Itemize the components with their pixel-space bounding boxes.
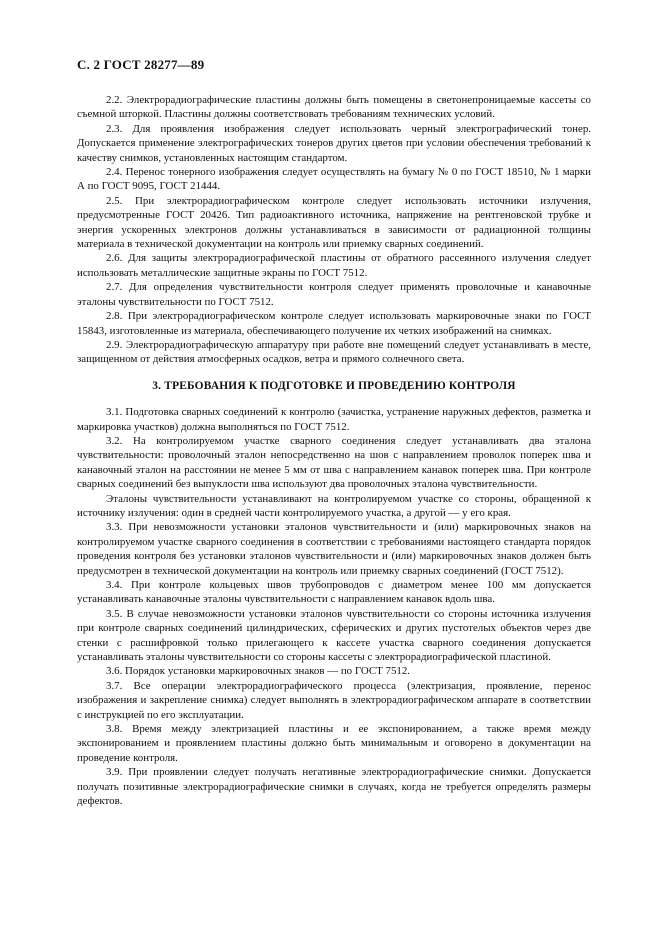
- paragraph-3-9: 3.9. При проявлении следует получать негативные электрорадиографические снимки. Допускается получать позитивные электрорадиографические снимки в случаях, когда не требуется определять размеры дефектов.: [77, 766, 591, 808]
- document-body: [77, 93, 591, 809]
- paragraph-2-7: 2.7. Для определения чувствительности контроля следует применять проволочные и канавочные эталоны чувствительности по ГОСТ 7512.: [77, 281, 591, 308]
- page-header: С. 2 ГОСТ 28277—89: [77, 57, 205, 72]
- paragraph-3-5: 3.5. В случае невозможности установки эталонов чувствительности со стороны источника излучения при контроле сварных соединений цилиндрических, сферических и других пустотелых объектов через две стенки с расшифровкой только прилегающего к кассете участка сварного соединения допускается устанавливать эталоны чувствительности со стороны кассеты с электрорадиографической пластиной.: [77, 607, 591, 664]
- paragraph-2-5: 2.5. При электрорадиографическом контроле следует использовать источники излучения, предусмотренные ГОСТ 20426. Тип радиоактивного источника, напряжение на рентгеновской трубке и энергия ускоренных электронов должны устанавливаться в зависимости от радиационной толщины материала в технической документации на контроль или приемку сварных соединений.: [77, 194, 591, 251]
- paragraph-3-2: 3.2. На контролируемом участке сварного соединения следует устанавливать два эталона чувствительности: проволочный эталон непосредственно на шов с направлением проволок поперек шва и канавочный эталон на расстоянии не менее 5 мм от шва с направлением канавок поперек шва. При контроле сварных соединений без выпуклости шва используют два проволочных эталона чувствительности.: [77, 434, 591, 491]
- paragraph-3-2-cont: Эталоны чувствительности устанавливают на контролируемом участке со стороны, обращенной к источнику излучения: один в средней части контролируемого участка, а другой — у его края.: [77, 492, 591, 519]
- paragraph-2-6: 2.6. Для защиты электрорадиографической пластины от обратного рассеянного излучения следует использовать металлические защитные экраны по ГОСТ 7512.: [77, 252, 591, 279]
- paragraph-2-9: 2.9. Электрорадиографическую аппаратуру при работе вне помещений следует устанавливать в месте, защищенном от действия атмосферных осадков, ветра и прямого солнечного света.: [77, 338, 591, 366]
- paragraph-3-1: 3.1. Подготовка сварных соединений к контролю (зачистка, устранение наружных дефектов, разметка и маркировка участков) должна выполняться по ГОСТ 7512.: [77, 406, 591, 433]
- paragraph-2-2: 2.2. Электрорадиографические пластины должны быть помещены в светонепроницаемые кассеты со съемной шторкой. Пластины должны соответствовать требованиям технических условий.: [77, 94, 591, 121]
- paragraph-3-4: 3.4. При контроле кольцевых швов трубопроводов с диаметром менее 100 мм допускается устанавливать канавочные эталоны чувствительности с направлением канавок вдоль шва.: [77, 579, 591, 606]
- paragraph-3-8: 3.8. Время между электризацией пластины и ее экспонированием, а также время между экспонированием и проявлением пластины должно быть минимальным и оговорено в документации на проведение контроля.: [77, 723, 591, 764]
- paragraph-3-3: 3.3. При невозможности установки эталонов чувствительности и (или) маркировочных знаков на контролируемом участке сварного соединения в соответствии с требованиями настоящего стандарта порядок проведения контроля без установки эталонов чувствительности и (или) маркировочных знаков должен быть предусмотрен в технической документации на контроль или приемку сварных соединений (ГОСТ 7512).: [77, 521, 591, 577]
- paragraph-3-6: 3.6. Порядок установки маркировочных знаков — по ГОСТ 7512.: [106, 665, 411, 678]
- paragraph-2-4: 2.4. Перенос тонерного изображения следует осуществлять на бумагу № 0 по ГОСТ 18510, № 1 марки А по ГОСТ 9095, ГОСТ 21444.: [77, 166, 591, 193]
- paragraph-2-3: 2.3. Для проявления изображения следует использовать черный электрографический тонер. Допускается применение электрографических тонеров других цветов при условии обеспечения требований к качеству снимков, установленных настоящим стандартом.: [77, 122, 591, 164]
- paragraph-2-8: 2.8. При электрорадиографическом контроле следует использовать маркировочные знаки по ГОСТ 15843, изготовленные из материала, обеспечивающего получение их четких изображений на снимках.: [77, 310, 591, 337]
- paragraph-3-7: 3.7. Все операции электрорадиографического процесса (электризация, проявление, перенос изображения и закрепление снимка) следует выполнять в электрорадиографическом аппарате в соответствии с инструкцией по его эксплуатации.: [77, 679, 591, 721]
- section-heading-3: 3. ТРЕБОВАНИЯ К ПОДГОТОВКЕ И ПРОВЕДЕНИЮ КОНТРОЛЯ: [152, 379, 516, 392]
